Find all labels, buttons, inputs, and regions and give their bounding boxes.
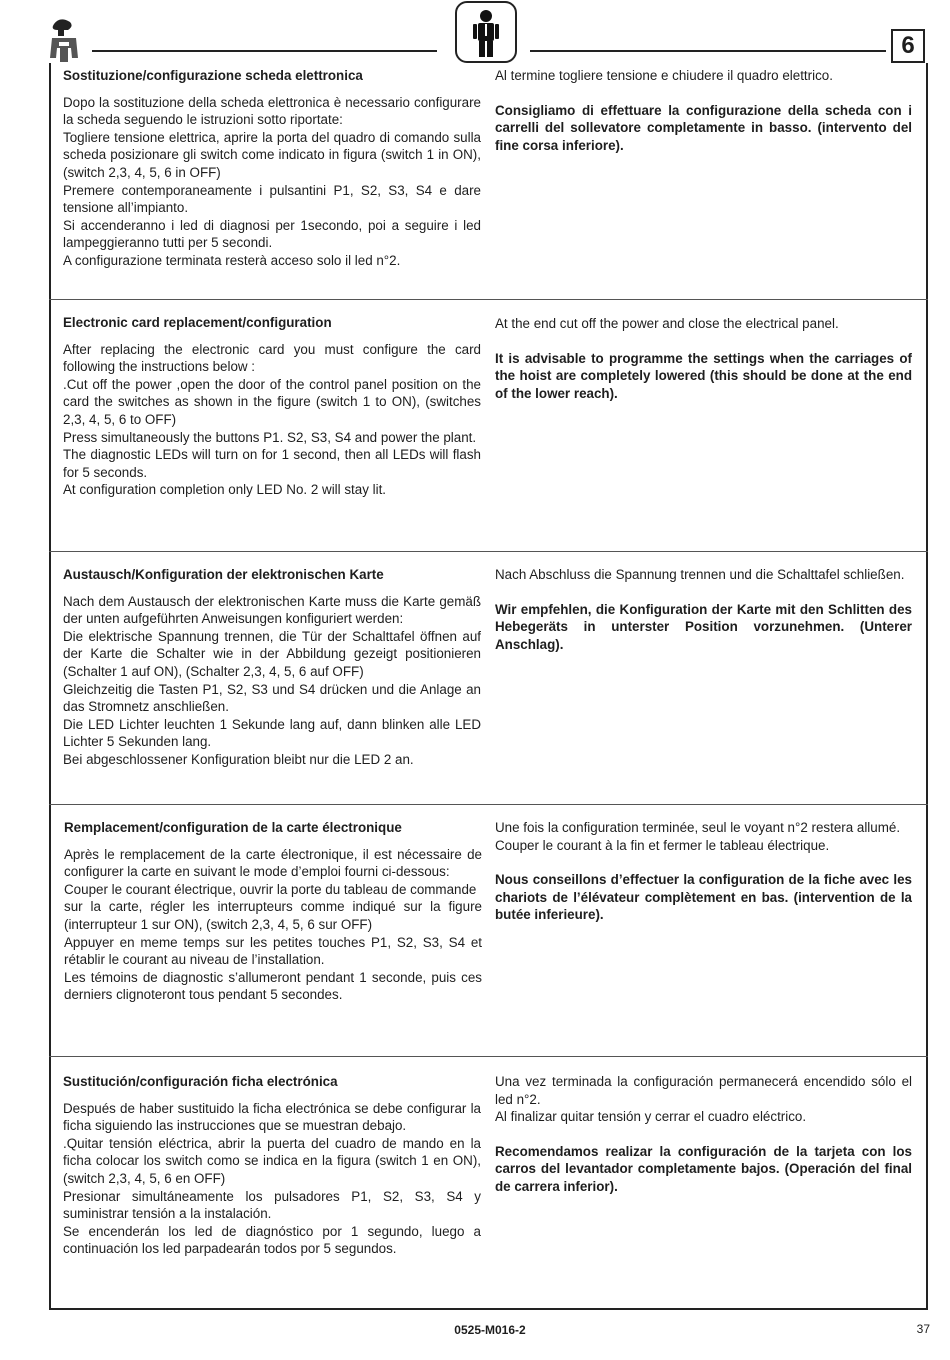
section-body-fr: Après le remplacement de la carte électronique, il est nécessaire de configurer la carte en suivant le mode d’emploi fourni ci-dessous: Couper le courant électrique, ouvrir la porte du tableau de commande sur la carte, régler les interrupteurs comme indiqué sur la figure (interrupteur 1 sur ON), (switch 2,3, 4, 5, 6 sur OFF) Appuyer en meme temps sur les petites touches P1, S2, S3, S4 et rétablir le courant au niveau de l’installation. Les témoins de diagnostic s’allumeront pendant 1 seconde, puis ces derniers clignoteront tous pendant 5 secondes. — [64, 846, 482, 1003]
header-rule-right — [530, 50, 886, 52]
frame-left-border — [49, 63, 51, 1310]
section-body-de: Nach dem Austausch der elektronischen Karte muss die Karte gemäß der unten aufgeführten Anweisungen konfiguriert werden: Die elektrische Spannung trennen, die Tür der Schalttafel öffnen auf der Karte die Schalter wie in der Abbildung gezeigt positionieren (Schalter 1 auf ON), (Schalter 2,3, 4, 5, 6 auf OFF) Gleichzeitig die Tasten P1, S2, S3 und S4 drücken und die Anlage an das Stromnetz anschließen. Die LED Lichter leuchten 1 Sekunde lang auf, dann blinken alle LED Lichter 5 Sekunden lang. Bei abgeschlossener Konfiguration bleibt nur die LED 2 an. — [63, 593, 481, 767]
frame-bottom-border — [49, 1308, 928, 1310]
section-note-es: Una vez terminada la configuración permanecerá encendido sólo el led n°2. Al finalizar quitar tensión y cerrar el cuadro eléctrico. — [495, 1074, 912, 1125]
section-divider — [49, 1056, 928, 1057]
section-fr-right — [495, 819, 912, 941]
brand-logo-icon — [44, 18, 84, 64]
section-advice-de: Wir empfehlen, die Konfiguration der Karte mit den Schlitten des Hebegeräts in unterster Position vorzunehmen. (Unterer Anschlag). — [495, 601, 912, 652]
operator-icon — [455, 1, 517, 63]
frame-right-border — [926, 63, 928, 1310]
page-number: 37 — [916, 1322, 930, 1336]
document-code: 0525-M016-2 — [454, 1323, 526, 1337]
section-note-de: Nach Abschluss die Spannung trennen und die Schalttafel schließen. — [495, 567, 905, 582]
section-advice-en: It is advisable to programme the settings when the carriages of the hoist are completely lowered (this should be done at the end of the lower reach). — [495, 350, 912, 401]
section-body-es: Después de haber sustituido la ficha electrónica se debe configurar la ficha siguiendo las instrucciones que se muestran debajo. .Quitar tensión eléctrica, abrir la puerta del cuadro de mando en la ficha colocar los switch como se indica en la figura (switch 1 en ON), (switch 2,3, 4, 5, 6 en OFF) Presionar simultáneamente los pulsadores P1, S2, S3, S4 y suministrar tensión a la instalación. Se encenderán los led de diagnóstico por 1 segundo, luego a continuación los led parpadearán todos por 5 segundos. — [63, 1100, 481, 1257]
section-en-right — [495, 315, 912, 419]
section-divider — [49, 551, 928, 552]
section-fr-left — [64, 819, 482, 1021]
section-body-en: After replacing the electronic card you must configure the card following the instructions below : .Cut off the power ,open the door of the control panel position on the card the switches as shown in the figure (switch 1 to ON), (switches 2,3, 4, 5, 6 to OFF) Press simultaneously the buttons P1. S2, S3, S4 and power the plant. The diagnostic LEDs will turn on for 1 second, then all LEDs will flash for 5 seconds. At configuration completion only LED No. 2 will stay lit. — [63, 341, 481, 498]
section-it-right — [495, 67, 912, 171]
section-note-it: Al termine togliere tensione e chiudere il quadro elettrico. — [495, 68, 833, 83]
section-es-right — [495, 1073, 912, 1213]
section-it-left — [63, 67, 481, 287]
section-en-left — [63, 314, 481, 516]
section-note-en: At the end cut off the power and close the electrical panel. — [495, 316, 839, 331]
section-advice-es: Recomendamos realizar la configuración de la tarjeta con los carros del levantador completamente bajos. (Operación del final de carrera inferior). — [495, 1143, 912, 1194]
section-divider — [49, 804, 928, 805]
header-rule-left — [92, 50, 437, 52]
section-divider — [49, 299, 928, 300]
section-advice-it: Consigliamo di effettuare la configurazione della scheda con i carrelli del sollevatore completamente in basso. (intervento del fine corsa inferiore). — [495, 102, 912, 153]
section-title-de: Austausch/Konfiguration der elektronischen Karte — [63, 567, 384, 582]
section-es-left — [63, 1073, 481, 1275]
section-title-es: Sustitución/configuración ficha electrónica — [63, 1074, 338, 1089]
section-de-left — [63, 566, 481, 786]
section-title-fr: Remplacement/configuration de la carte électronique — [64, 820, 402, 835]
chapter-number-box: 6 — [891, 29, 925, 63]
section-advice-fr: Nous conseillons d’effectuer la configuration de la fiche avec les chariots de l’élévateur complètement en bas. (intervention de la butée inferieure). — [495, 872, 912, 923]
section-title-it: Sostituzione/configurazione scheda elettronica — [63, 68, 363, 83]
section-note-fr: Une fois la configuration terminée, seul le voyant n°2 restera allumé. Couper le courant à la fin et fermer le tableau électrique. — [495, 820, 901, 853]
section-body-it: Dopo la sostituzione della scheda elettronica è necessario configurare la scheda seguendo le istruzioni sotto riportate: Togliere tensione elettrica, aprire la porta del quadro di comando sulla scheda posizionare gli switch come indicato in figura (switch 1 in ON), (switch 2,3, 4, 5, 6 in OFF) Premere contemporaneamente i pulsantini P1, S2, S3, S4 e dare tensione all’impianto. Si accenderanno i led di diagnosi per 1secondo, poi a seguire i led lampeggieranno tutti per 5 secondi. A configurazione terminata resterà acceso solo il led n°2. — [63, 94, 481, 268]
section-de-right — [495, 566, 912, 670]
section-title-en: Electronic card replacement/configuration — [63, 315, 332, 330]
